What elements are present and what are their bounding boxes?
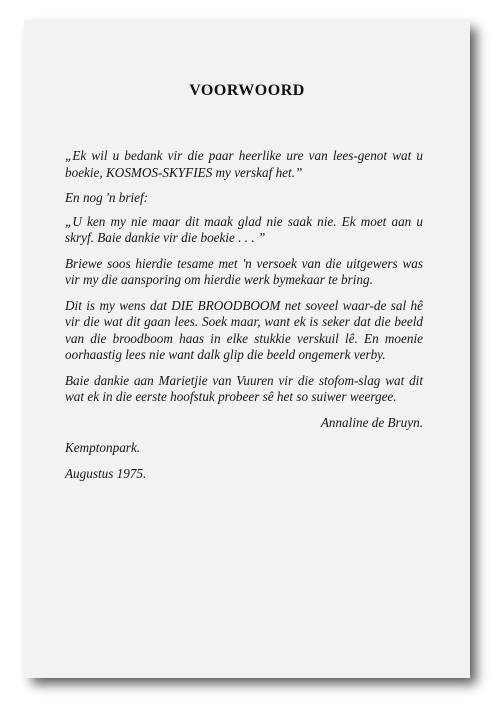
foreword-body — [65, 148, 423, 491]
date-line: Augustus 1975. — [65, 465, 147, 481]
paragraph-motivation: Briewe soos hierdie tesame met 'n versoek van die uitgewers was vir my die aansporing om hierdie werk bymekaar te bring. — [65, 255, 423, 287]
paragraph-letter-quote-2: „U ken my nie maar dit maak glad nie saak nie. Ek moet aan u skryf. Baie dankie vir die boekie . . . ” — [65, 213, 423, 245]
paragraph-another-letter: En nog 'n brief: — [65, 190, 149, 205]
page-title: VOORWOORD — [189, 82, 305, 99]
place-line: Kemptonpark. — [65, 440, 141, 455]
author-signature: Annaline de Bruyn. — [320, 414, 423, 430]
paragraph-wish: Dit is my wens dat DIE BROODBOOM net soveel waar-de sal hê vir die wat dit gaan lees. Soek maar, want ek is seker dat die beeld van die broodboom haas in elke stukkie verskuil lê. En moenie oorhaastig lees nie want dalk glip die beeld ongemerk verby. — [65, 297, 423, 362]
book-page — [24, 20, 470, 678]
paragraph-thanks: Baie dankie aan Marietjie van Vuuren vir die stofom-slag wat dit wat ek in die eerste hoofstuk probeer sê het so suiwer weergee. — [65, 372, 423, 404]
paragraph-letter-quote-1: „Ek wil u bedank vir die paar heerlike ure van lees-genot wat u boekie, KOSMOS-SKYFIES my verskaf het.” — [65, 148, 423, 180]
